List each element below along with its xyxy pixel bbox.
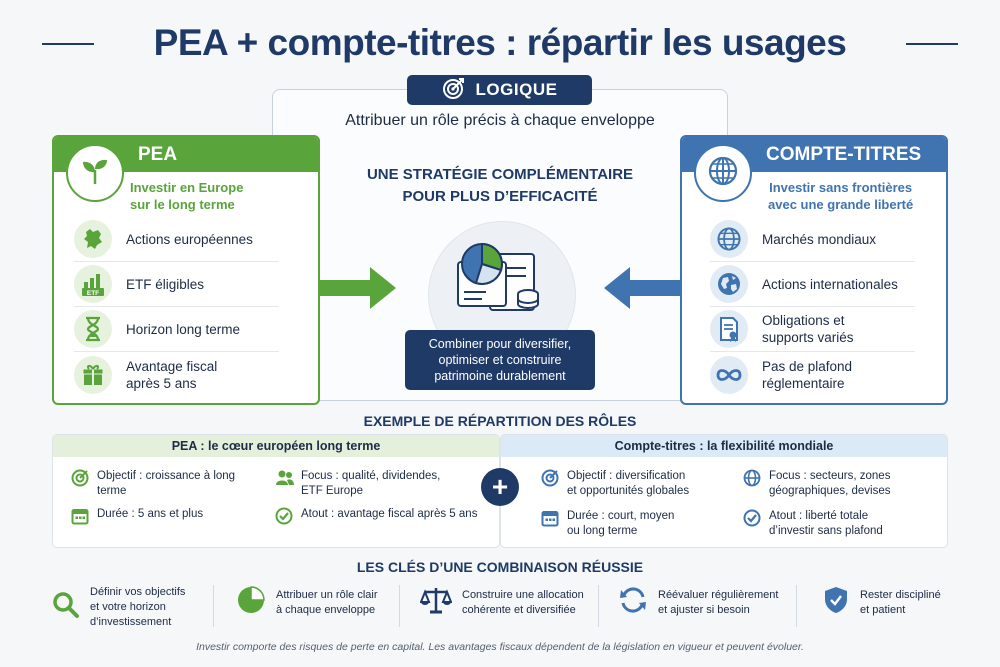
refresh-icon (618, 585, 648, 620)
pea-card (52, 135, 320, 405)
infinity-icon (710, 356, 748, 394)
exemple-ct-item (541, 469, 689, 499)
exemple-pea-text: Focus : qualité, dividendes, ETF Europe (301, 470, 441, 497)
combine-callout (405, 330, 595, 390)
ct-feature-item (710, 352, 915, 397)
exemple-pea-item (71, 469, 235, 499)
ct-feature-label: Pas de plafond réglementaire (762, 358, 853, 391)
ct-badge (694, 144, 752, 202)
key-divider (213, 585, 214, 627)
exemple-ct-text: Focus : secteurs, zones géographiques, devises (769, 470, 891, 497)
ct-feature-item (710, 217, 915, 262)
key-item (618, 585, 778, 620)
ct-feature-item (710, 307, 915, 352)
globe-icon (743, 469, 761, 487)
pea-feature-label: Actions européennes (126, 231, 253, 247)
ct-sub-line-2: avec une grande liberté (768, 197, 914, 212)
ct-card-subtitle (768, 179, 913, 213)
target-icon (541, 469, 559, 487)
ct-feature-item (710, 262, 915, 307)
combine-line-3: patrimoine durablement (434, 369, 566, 383)
exemple-ct-text: Durée : court, moyen ou long terme (567, 510, 675, 537)
pea-feature-item (74, 307, 279, 352)
ct-feature-label: Marchés mondiaux (762, 231, 877, 247)
key-divider (399, 585, 400, 627)
pea-sub-line-1: Investir en Europe (130, 180, 244, 195)
hourglass-icon (74, 310, 112, 348)
exemple-ct-text: Objectif : diversification et opportunités globales (567, 470, 690, 497)
pie-icon (236, 585, 266, 620)
pea-feature-label: ETF éligibles (126, 276, 205, 292)
check-circle-icon (743, 509, 761, 527)
ct-sub-line-1: Investir sans frontières (769, 180, 913, 195)
exemple-ct-item (541, 509, 674, 539)
calendar-icon (71, 507, 89, 525)
exemple-pea-text: Objectif : croissance à long terme (97, 470, 236, 497)
key-text: Construire une allocation cohérente et diversifiée (462, 588, 584, 616)
key-text: Réévaluer régulièrement et ajuster si besoin (658, 588, 779, 616)
globe-grid-icon (707, 155, 739, 192)
exemple-ct-text: Atout : liberté totale d’investir sans plafond (769, 510, 883, 537)
cles-section-title: LES CLÉS D’UNE COMBINAISON RÉUSSIE (356, 559, 644, 575)
disclaimer: Investir comporte des risques de perte en capital. Les avantages fiscaux dépendent de la législation en vigueur et peuvent évoluer. (196, 641, 804, 653)
seedling-icon (80, 156, 110, 191)
ct-feature-list (710, 217, 915, 397)
key-text: Attribuer un rôle clair à chaque enveloppe (276, 588, 378, 616)
plus-icon: + (481, 468, 519, 506)
calendar-icon (541, 509, 559, 527)
ct-feature-label: Actions internationales (762, 276, 898, 292)
balance-icon (420, 585, 452, 620)
etf-chart-icon (74, 265, 112, 303)
ct-card-title: COMPTE-TITRES (766, 143, 922, 165)
combine-line-2: optimiser et construire (438, 353, 562, 367)
key-text: Rester discipliné et patient (860, 588, 941, 616)
compte-titres-card (680, 135, 948, 405)
pea-card-title: PEA (138, 143, 178, 165)
key-divider (598, 585, 599, 627)
exemple-pea-item (275, 469, 440, 499)
pea-sub-line-2: sur le long terme (130, 197, 235, 212)
earth-icon (710, 265, 748, 303)
key-divider (796, 585, 797, 627)
page-title: PEA + compte-titres : répartir les usages (153, 22, 847, 63)
blue-arrow-left-icon (602, 265, 682, 316)
exemple-pea-text: Durée : 5 ans et plus (97, 508, 204, 520)
exemple-pea-head: PEA : le cœur européen long terme (53, 435, 499, 457)
exemple-pea-item (275, 507, 477, 525)
globe-grid-icon (710, 220, 748, 258)
exemple-section-title: EXEMPLE DE RÉPARTITION DES RÔLES (363, 413, 637, 429)
pea-feature-list (74, 217, 279, 397)
europe-map-icon (74, 220, 112, 258)
svg-text:ETF: ETF (86, 290, 100, 297)
exemple-pea-box (52, 434, 500, 548)
target-arrow-icon (442, 76, 466, 105)
pea-feature-item (74, 217, 279, 262)
gift-icon (74, 356, 112, 394)
shield-check-icon (822, 585, 850, 620)
exemple-ct-item (743, 469, 890, 499)
key-item (420, 585, 584, 620)
certificate-icon (710, 310, 748, 348)
magnifier-icon (52, 591, 80, 624)
pea-feature-label: Horizon long terme (126, 321, 241, 337)
pea-feature-item (74, 352, 279, 397)
people-icon (275, 469, 293, 487)
green-arrow-right-icon (318, 265, 398, 316)
target-icon (71, 469, 89, 487)
key-text: Définir vos objectifs et votre horizon d’investissement (90, 586, 186, 628)
pea-badge (66, 144, 124, 202)
pea-card-subtitle (130, 179, 243, 213)
key-item (822, 585, 941, 620)
pea-feature-item (74, 262, 279, 307)
key-item (52, 585, 185, 630)
logique-badge (407, 75, 592, 105)
report-pie-chart-icon (452, 240, 548, 325)
strategy-line-2: POUR PLUS D’EFFICACITÉ (402, 188, 598, 205)
exemple-ct-item (743, 509, 883, 539)
strategy-line-1: UNE STRATÉGIE COMPLÉMENTAIRE (366, 166, 634, 183)
strategy-heading (330, 164, 670, 208)
key-item (236, 585, 378, 620)
logique-badge-label: LOGIQUE (475, 80, 558, 99)
ct-feature-label: Obligations et supports variés (762, 313, 854, 345)
pea-feature-label: Avantage fiscal après 5 ans (126, 358, 218, 391)
exemple-ct-head: Compte-titres : la flexibilité mondiale (501, 435, 947, 457)
check-circle-icon (275, 507, 293, 525)
exemple-pea-item (71, 507, 203, 525)
exemple-ct-box (500, 434, 948, 548)
combine-line-1: Combiner pour diversifier, (428, 337, 572, 351)
logique-subtitle: Attribuer un rôle précis à chaque enveloppe (345, 112, 655, 129)
exemple-pea-text: Atout : avantage fiscal après 5 ans (301, 508, 478, 520)
